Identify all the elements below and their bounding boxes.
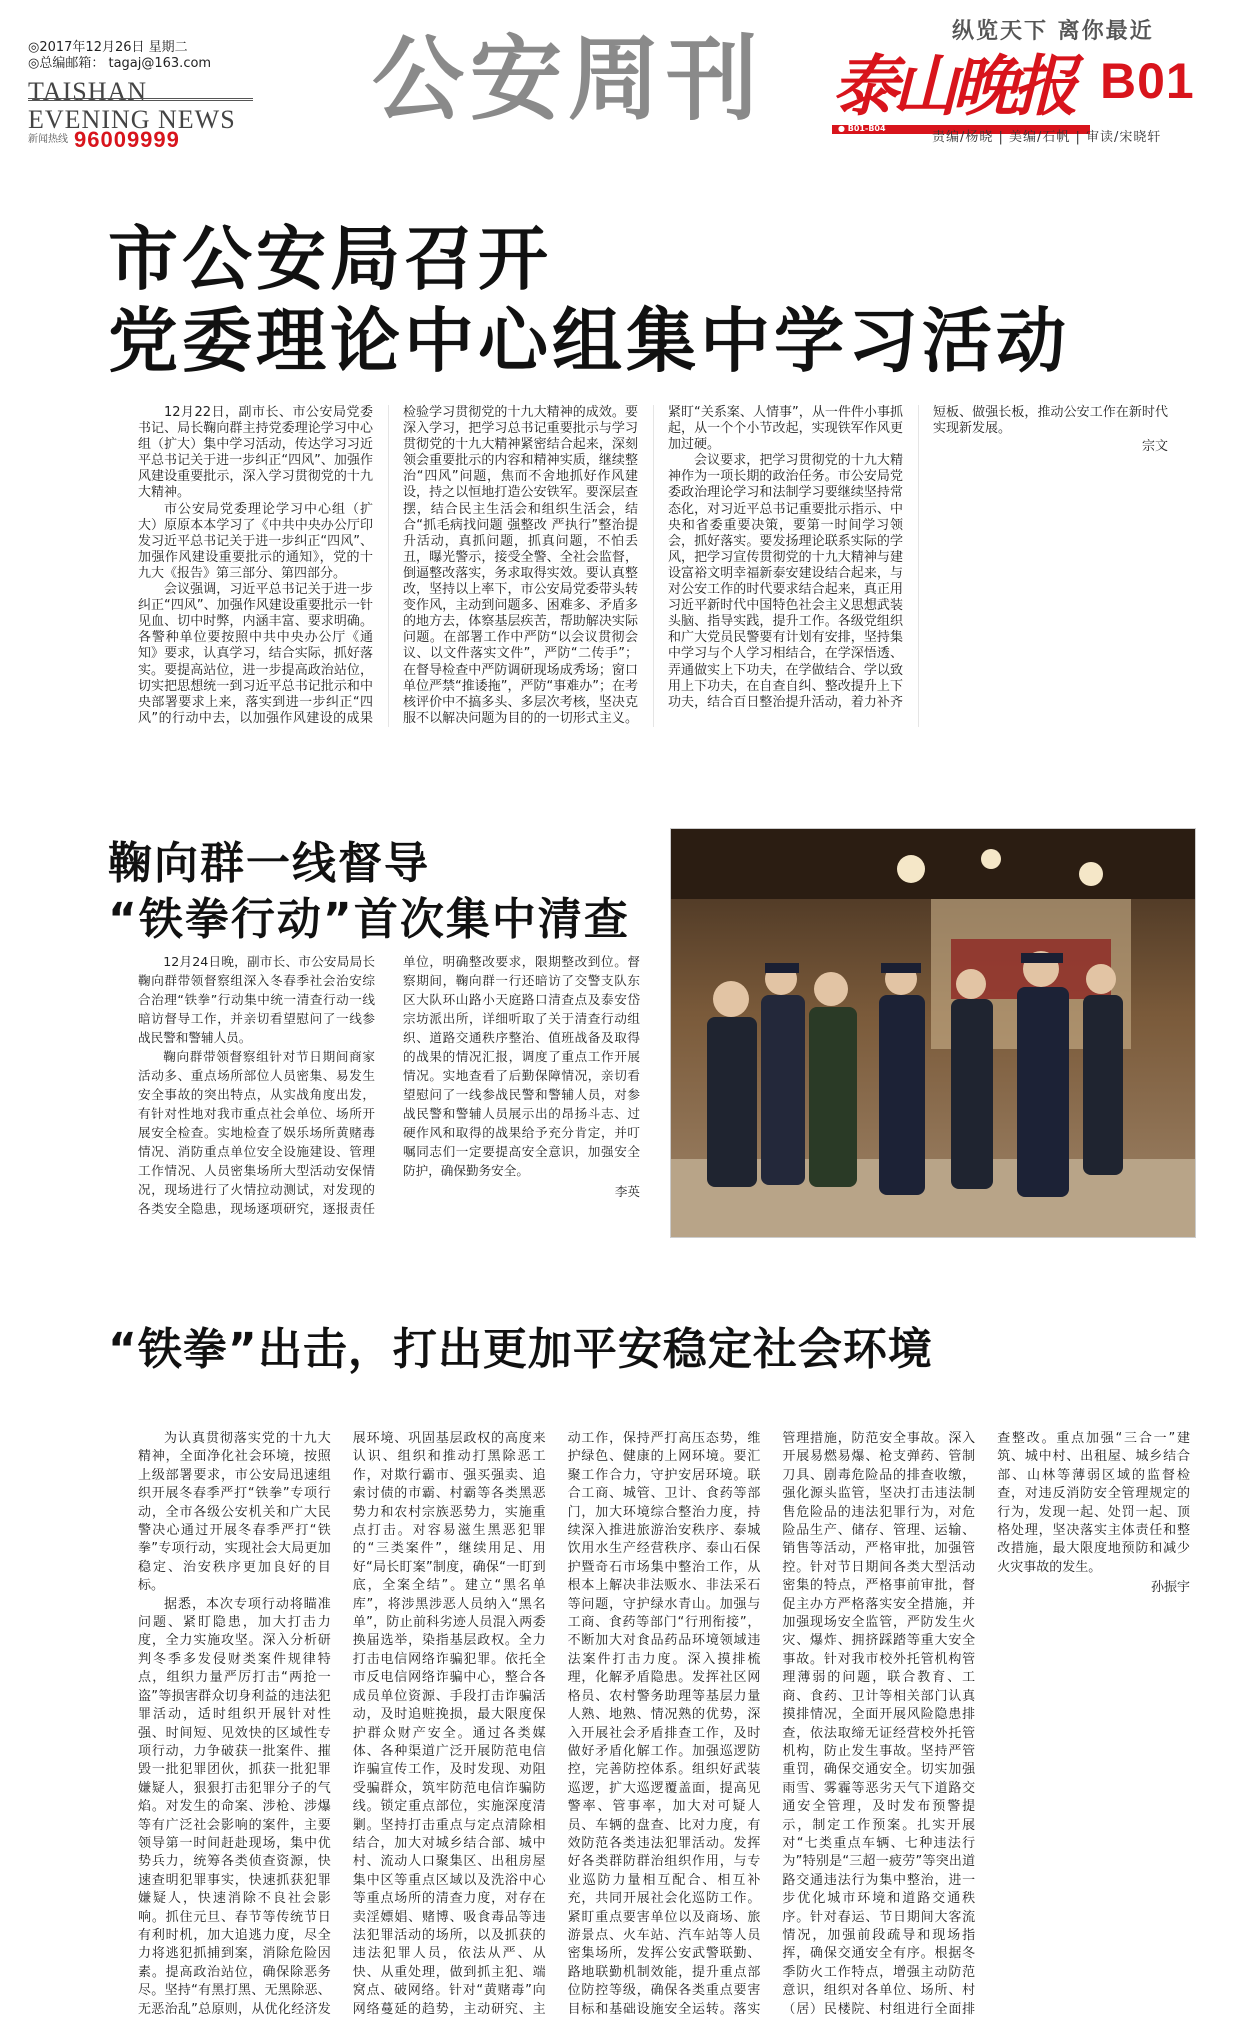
- editor-credits: 责编/杨晓 | 美编/石帆 | 审读/宋晓轩: [932, 130, 1162, 145]
- article1-headline-line1: 市公安局召开: [108, 218, 552, 300]
- article2-headline: [108, 836, 630, 948]
- article1-paragraph: 市公安局党委理论学习中心组（扩大）原原本本学习了《中共中央办公厅印发习近平总书记关于进一步纠正“四风”、加强作风建设重要批示的通知》，党的十九大《报告》第三部分、第四部分。: [138, 501, 373, 581]
- article1-paragraph: 会议强调，习近平总书记关于进一步纠正“四风”、加强作风建设重要批示一针见血、切中时弊，内涵丰富、要求明确。各警种单位要按照中共中央办公厅《通知》要求，认真学习，结合实际，抓好落实。要提高站位，进一步提高政治站位，切实把思想统一到习近平总书记批示和中央部署要求上来，落实到进一步纠正“四风”的行动中去，以加强作风建设的成果检验学习贯彻党的十九大精神的成效。要深入学习，把学习总书记重要批示与学习贯彻党的十九大精神紧密结合起来，深刻领会重要批示的内容和精神实质，继续整治“四风”问题，焦而不舍地抓好作风建设，持之以恒地打造公安铁军。要深层查摆，结合民主生活会和组织生活会，结合“抓毛病找问题 强整改 严执行”整治提升活动，真抓问题，抓真问题，不怕丢丑，曝光警示，接受全警、全社会监督，倒逼整改落实，务求取得实效。要认真整改，坚持以上率下，市公安局党委带头转变作风，主动到问题多、困难多、矛盾多的地方去，体察基层疾苦，帮助解决实际问题。在部署工作中严防“以会议贯彻会议、以文件落实文件”，严防“二传手”；在督导检查中严防调研现场成秀场；窗口单位严禁“推诿拖”，严防“事难办”；在考核评价中不搞多头、多层次考核，坚决克服不以解决问题为目的的一切形式主义。紧盯“关系案、人情事”，从一件件小事抓起，从一个个小节改起，实现铁军作风更加过硬。: [138, 405, 903, 726]
- logo-text: 泰山晚报: [832, 47, 1072, 125]
- article1-paragraph: 12月22日，副市长、市公安局党委书记、局长鞠向群主持党委理论学习中心组（扩大）集中学习活动，传达学习习近平总书记关于进一步纠正“四风”、加强作风建设重要批示，深入学习贯彻党的十九大精神。: [138, 405, 373, 501]
- section-title: 公安周刊: [372, 26, 765, 133]
- photo-illustration: [671, 829, 1196, 1238]
- page-number: B01: [1100, 53, 1195, 109]
- article1-headline-line2: 党委理论中心组集中学习活动: [108, 300, 1070, 382]
- article2-headline-line2: “铁拳行动”首次集中清查: [108, 894, 630, 945]
- masthead-rule: [28, 98, 253, 101]
- masthead-left: [28, 40, 268, 152]
- english-name: TAISHAN EVENING NEWS: [28, 77, 236, 134]
- article3-byline: 孙振宇: [1150, 1580, 1190, 1596]
- article3-headline: “铁拳”出击，打出更加平安稳定社会环境: [108, 1324, 933, 1375]
- article2-headline-line1: 鞠向群一线督导: [108, 838, 430, 889]
- newspaper-logo: [832, 46, 1096, 133]
- article1-paragraph: 会议要求，把学习贯彻党的十九大精神作为一项长期的政治任务。市公安局党委政治理论学习和法制学习要继续坚持常态化，对习近平总书记重要批示指示、中央和省委重要决策，要第一时间学习领会，抓好落实。要发扬理论联系实际的学风，把学习宣传贯彻党的十九大精神与建设富裕文明幸福新泰安建设结合起来，与对公安工作的时代要求结合起来，真正用习近平新时代中国特色社会主义思想武装头脑、指导实践，提升工作。各级党组织和广大党员民警要有计划有安排，坚持集中学习与个人学习相结合，在学深悟透、弄通做实上下功夫，在学做结合、学以致用上下功夫，在自查自纠、整改提升上下功夫，结合百日整治提升活动，着力补齐短板、做强长板，推动公安工作在新时代实现新发展。: [668, 405, 1168, 710]
- article2-body: [138, 952, 640, 1234]
- article1-body: [138, 405, 1168, 727]
- article3-paragraph: 为认真贯彻落实党的十九大精神，全面净化社会环境，按照上级部署要求，市公安局迅速组织开展冬春季严打“铁拳”专项行动，全市各级公安机关和广大民警决心通过开展冬春季严打“铁拳”专项行动，实现社会大局更加稳定、治安秩序更加良好的目标。: [138, 1431, 331, 1594]
- date-line: ◎2017年12月26日 星期二: [28, 40, 188, 55]
- article3-body: [138, 1430, 1190, 2022]
- logo-bar-text: ● B01-B04: [838, 124, 886, 133]
- article2-paragraph: 12月24日晚，副市长、市公安局局长鞠向群带领督察组深入冬春季社会治安综合治理“铁拳”行动集中统一清查行动一线暗访督导工作，并亲切看望慰问了一线参战民警和警辅人员。: [138, 954, 375, 1045]
- hotline-row: [28, 127, 268, 152]
- hotline-number: 96009999: [74, 127, 180, 152]
- article2-byline: 李英: [614, 1184, 640, 1199]
- article1-byline: 宗文: [1141, 439, 1168, 455]
- slogan: 纵览天下 离你最近: [952, 19, 1154, 44]
- article3-paragraph: 据悉，本次专项行动将瞄准问题、紧盯隐患，加大打击力度，全力实施攻坚。深入分析研判冬季多发侵财类案件规律特点，组织力量严厉打击“两抢一盗”等损害群众切身利益的违法犯罪活动，适时组织开展针对性强、时间短、见效快的区域性专项行动，力争破获一批案件、摧毁一批犯罪团伙，抓获一批犯罪嫌疑人，狠狠打击犯罪分子的气焰。对发生的命案、涉枪、涉爆等有广泛社会影响的案件，主要领导第一时间赶赴现场，集中优势兵力，统筹各类侦查资源，快速查明犯罪事实，快速抓获犯罪嫌疑人，快速消除不良社会影响。抓住元旦、春节等传统节日有利时机，加大追逃力度，尽全力将逃犯抓捕到案，消除危险因素。提高政治站位，确保除恶务尽。坚持“有黑打黑、无黑除恶、无恶治乱”总原则，从优化经济发展环境、巩固基层政权的高度来认识、组织和推动打黑除恶工作，对欺行霸市、强买强卖、追索讨债的市霸、村霸等各类黑恶势力和农村宗族恶势力，实施重点打击。对容易滋生黑恶犯罪的“三类案件”，继续用足、用好“局长盯案”制度，确保“一盯到底，全案全结”。建立“黑名单库”，将涉黑涉恶人员纳入“黑名单”，防止前科劣迹人员混入两委换届选举，染指基层政权。全力打击电信网络诈骗犯罪。依托全市反电信网络诈骗中心，整合各成员单位资源、手段打击诈骗活动，及时追赃挽损，最大限度保护群众财产安全。通过各类媒体、各种渠道广泛开展防范电信诈骗宣传工作，及时发现、劝阻受骗群众，筑牢防范电信诈骗防线。锁定重点部位，实施深度清剿。坚持打击重点与定点清除相结合，加大对城乡结合部、城中村、流动人口聚集区、出租房屋集中区等重点区域以及洗浴中心等重点场所的清查力度，对存在卖淫嫖娼、赌博、吸食毒品等违法犯罪活动的场所，以及抓获的违法犯罪人员，依法从严、从快、从重处理，做到抓主犯、端窝点、破网络。针对“黄赌毒”向网络蔓延的趋势，主动研究、主动工作，保持严打高压态势，维护绿色、健康的上网环境。要汇聚工作合力，守护安居环境。联合工商、城管、卫计、食药等部门，加大环境综合整治力度，持续深入推进旅游治安秩序、泰城饮用水生产经营秩序、泰山石保护暨奇石市场集中整治工作，从根本上解决非法贩水、非法采石等问题，守护绿水青山。加强与工商、食药等部门“行刑衔接”，不断加大对食品药品环境领域违法案件打击力度。深入摸排梳理，化解矛盾隐患。发挥社区网格员、农村警务助理等基层力量人熟、地熟、情况熟的优势，深入开展社会矛盾排查工作，及时做好矛盾化解工作。加强巡逻防控，完善防控体系。组织好武装巡逻，扩大巡逻覆盖面，提高见警率、管事率，加大对可疑人员、车辆的盘查、比对力度，有效防范各类违法犯罪活动。发挥好各类群防群治组织作用，与专业巡防力量相互配合、相互补充，共同开展社会化巡防工作。紧盯重点要害单位以及商场、旅游景点、火车站、汽车站等人员密集场所，发挥公安武警联勤、路地联勤机制效能，提升重点部位防控等级，确保各类重点要害目标和基础设施安全运转。落实管理措施，防范安全事故。深入开展易燃易爆、枪支弹药、管制刀具、剧毒危险品的排查收缴，强化源头监管，坚决打击违法制售危险品的违法犯罪行为，对危险品生产、储存、管理、运输、销售等活动，严格审批，加强管控。针对节日期间各类大型活动密集的特点，严格事前审批，督促主办方严格落实安全措施，并加强现场安全监管，严防发生火灾、爆炸、拥挤踩踏等重大安全事故。针对我市校外托管机构管理薄弱的问题，联合教育、工商、食药、卫计等相关部门认真摸排情况，全面开展风险隐患排查，依法取缔无证经营校外托管机构，防止发生事故。坚持严管重罚，确保交通安全。切实加强雨雪、雾霾等恶劣天气下道路交通安全管理，及时发布预警提示，制定工作预案。扎实开展对“七类重点车辆、七种违法行为”特别是“三超一疲劳”等突出道路交通违法行为集中整治，进一步优化城市环境和道路交通秩序。针对春运、节日期间大客流情况，加强前段疏导和现场指挥，确保交通安全有序。根据冬季防火工作特点，增强主动防范意识，组织对各单位、场所、村（居）民楼院、村组进行全面排查整改。重点加强“三合一”建筑、城中村、出租屋、城乡结合部、山林等薄弱区域的监督检查，对违反消防安全管理规定的行为，发现一起、处罚一起、顶格处理，坚决落实主体责任和整改措施，最大限度地预防和减少火灾事故的发生。: [138, 1431, 1190, 2017]
- hotline-label: 新闻热线: [28, 134, 68, 145]
- photo-inspection-scene: [670, 828, 1196, 1238]
- article2-paragraph: 鞠向群带领督察组针对节日期间商家活动多、重点场所部位人员密集、易发生安全事故的突出特点，从实战角度出发，有针对性地对我市重点社会单位、场所开展安全检查。实地检查了娱乐场所黄赌毒情况、消防重点单位安全设施建设、管理工作情况、人员密集场所大型活动安保情况，现场进行了火情拉动测试，对发现的各类安全隐患，现场逐项研究，逐报责任单位，明确整改要求，限期整改到位。督察期间，鞠向群一行还暗访了交警支队东区大队环山路小天庭路口清查点及泰安岱宗坊派出所，详细听取了关于清查行动组织、道路交通秩序整治、值班战备及取得的战果的情况汇报，调度了重点工作开展情况。实地查看了后勤保障情况，亲切看望慰问了一线参战民警和警辅人员，对参战民警和警辅人员展示出的昂扬斗志、过硬作风和取得的战果给予充分肯定，并叮嘱同志们一定要提高安全意识，加强安全防护，确保勤务安全。: [138, 954, 640, 1216]
- email-line: ◎总编邮箱： tagaj@163.com: [28, 56, 212, 71]
- article1-headline: [108, 218, 1070, 382]
